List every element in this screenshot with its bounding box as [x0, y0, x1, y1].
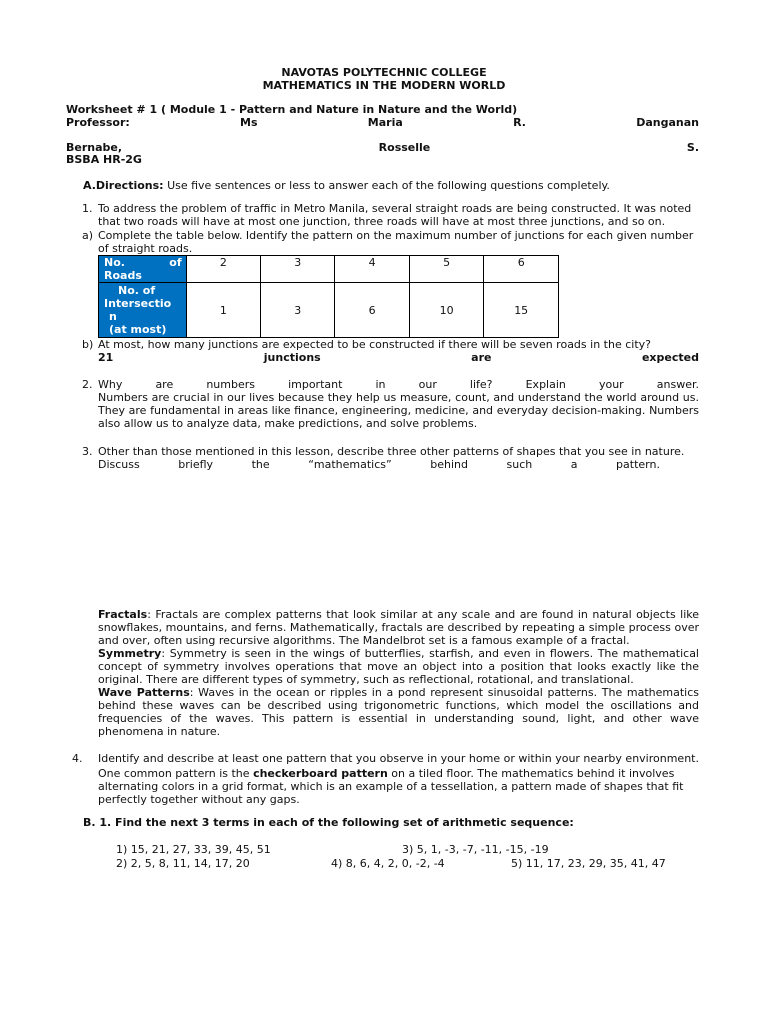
question-word: pattern.	[616, 458, 660, 471]
sequence-4: 4) 8, 6, 4, 2, 0, -2, -4	[331, 857, 445, 870]
table-row-intersections	[99, 283, 559, 338]
directions	[83, 179, 610, 192]
question-word: a	[570, 458, 578, 471]
professor-last-name: Danganan	[636, 116, 699, 129]
table-cell: 3	[261, 256, 335, 283]
header-word: Roads	[104, 269, 142, 282]
q4-answer-end: on a tiled floor. The mathematics behind it involves alternating colors in a grid format, which is an example of a tessellation, a pattern made of shapes that fit perfectly together without any gaps.	[98, 767, 684, 806]
student-line	[66, 141, 699, 154]
student-last-name: Bernabe,	[66, 141, 123, 154]
answer-word: junctions	[263, 351, 321, 364]
question-word: “mathematics”	[308, 458, 392, 471]
q1a-label: a)	[82, 229, 94, 242]
header-word: Intersectio	[104, 297, 172, 310]
q1b-text: At most, how many junctions are expected to be constructed if there will be seven roads in the city?	[98, 338, 651, 351]
table-cell: 4	[335, 256, 409, 283]
q3-answer	[98, 608, 699, 738]
header-word: of	[169, 256, 182, 269]
q2-question: Why are numbers important in our life? Explain your answer.	[98, 378, 699, 391]
table-cell: 10	[409, 283, 484, 338]
header-word: No.	[104, 256, 125, 269]
wave-label: Wave Patterns	[98, 686, 190, 699]
table-header-roads	[99, 256, 187, 283]
header-word: (at most)	[109, 323, 167, 336]
question-word: the	[251, 458, 270, 471]
table-row-roads	[99, 256, 559, 283]
q3-question-line2	[98, 458, 660, 471]
wave-paragraph	[98, 686, 699, 738]
fractals-label: Fractals	[98, 608, 148, 621]
professor-title: Ms	[240, 116, 258, 129]
symmetry-text: : Symmetry is seen in the wings of butterflies, starfish, and even in flowers. The mathematical concept of symmetry involves operations that move an object into a position that looks exactly like the original. There are different types of symmetry, such as reflectional, rotational, and translational.	[98, 647, 699, 686]
answer-word: 21	[98, 351, 114, 364]
answer-word: expected	[641, 351, 699, 364]
fractals-paragraph	[98, 608, 699, 647]
q4-answer-start: One common pattern is the	[98, 767, 254, 780]
sequence-5: 5) 11, 17, 23, 29, 35, 41, 47	[511, 857, 666, 870]
table-cell: 5	[409, 256, 484, 283]
section: BSBA HR-2G	[66, 153, 142, 166]
q1b-answer	[98, 351, 699, 364]
course-title: MATHEMATICS IN THE MODERN WORLD	[262, 79, 506, 92]
q1-number: 1.	[82, 202, 93, 215]
professor-label: Professor:	[66, 116, 130, 129]
q2-answer: Numbers are crucial in our lives because they help us measure, count, and understand the world around us. They are fundamental in areas like finance, engineering, medicine, and everyday decision-making. Numbers also allow us to analyze data, make predictions, and solve problems.	[98, 391, 699, 430]
question-word: briefly	[178, 458, 214, 471]
q2-number: 2.	[82, 378, 93, 391]
q1a-text: Complete the table below. Identify the pattern on the maximum number of junctions for each given number of straight roads.	[98, 229, 694, 255]
q3-question: Other than those mentioned in this lesson, describe three other patterns of shapes that you see in nature.	[98, 445, 685, 458]
roads-junctions-table	[98, 255, 559, 338]
answer-word: are	[471, 351, 492, 364]
student-first-name: Rosselle	[378, 141, 431, 154]
symmetry-paragraph	[98, 647, 699, 686]
question-word: such	[506, 458, 533, 471]
worksheet-title: Worksheet # 1 ( Module 1 - Pattern and Nature in Nature and the World)	[66, 103, 518, 116]
q4-answer	[98, 767, 699, 806]
table-cell: 3	[261, 283, 335, 338]
q1-text: To address the problem of traffic in Metro Manila, several straight roads are being constructed. It was noted that two roads will have at most one junction, three roads will have at most three junctions, and so on.	[98, 202, 692, 228]
q4-number: 4.	[72, 752, 83, 765]
professor-initial: R.	[513, 116, 526, 129]
professor-line	[66, 116, 699, 129]
question-word: Discuss	[98, 458, 140, 471]
table-cell: 1	[186, 283, 260, 338]
symmetry-label: Symmetry	[98, 647, 162, 660]
directions-label: A.Directions:	[83, 179, 164, 192]
header-word: n	[109, 310, 117, 323]
sequence-1: 1) 15, 21, 27, 33, 39, 45, 51	[116, 843, 271, 856]
q1b-label: b)	[82, 338, 94, 351]
table-header-intersections	[99, 283, 187, 338]
question-word: behind	[430, 458, 468, 471]
header-word: No. of	[118, 284, 156, 297]
directions-text: Use five sentences or less to answer each of the following questions completely.	[163, 179, 610, 192]
table-cell: 15	[484, 283, 559, 338]
sequence-2: 2) 2, 5, 8, 11, 14, 17, 20	[116, 857, 250, 870]
student-initial: S.	[686, 141, 699, 154]
q4-question: Identify and describe at least one pattern that you observe in your home or within your nearby environment.	[98, 752, 699, 765]
sequence-3: 3) 5, 1, -3, -7, -11, -15, -19	[402, 843, 549, 856]
partB-heading: B. 1. Find the next 3 terms in each of the following set of arithmetic sequence:	[83, 816, 574, 829]
table-cell: 6	[484, 256, 559, 283]
college-name: NAVOTAS POLYTECHNIC COLLEGE	[281, 66, 487, 79]
professor-first-name: Maria	[367, 116, 403, 129]
table-cell: 2	[186, 256, 260, 283]
q3-number: 3.	[82, 445, 93, 458]
table-cell: 6	[335, 283, 409, 338]
fractals-text: : Fractals are complex patterns that look similar at any scale and are found in natural objects like snowflakes, mountains, and ferns. Mathematically, fractals are described by repeating a simple process over and over, often using recursive algorithms. The Mandelbrot set is a famous example of a fractal.	[98, 608, 699, 647]
q4-answer-bold: checkerboard pattern	[253, 767, 388, 780]
wave-text: : Waves in the ocean or ripples in a pond represent sinusoidal patterns. The mathematics behind these waves can be described using trigonometric functions, which model the oscillations and frequencies of the waves. This pattern is essential in understanding sound, light, and other wave phenomena in nature.	[98, 686, 699, 738]
